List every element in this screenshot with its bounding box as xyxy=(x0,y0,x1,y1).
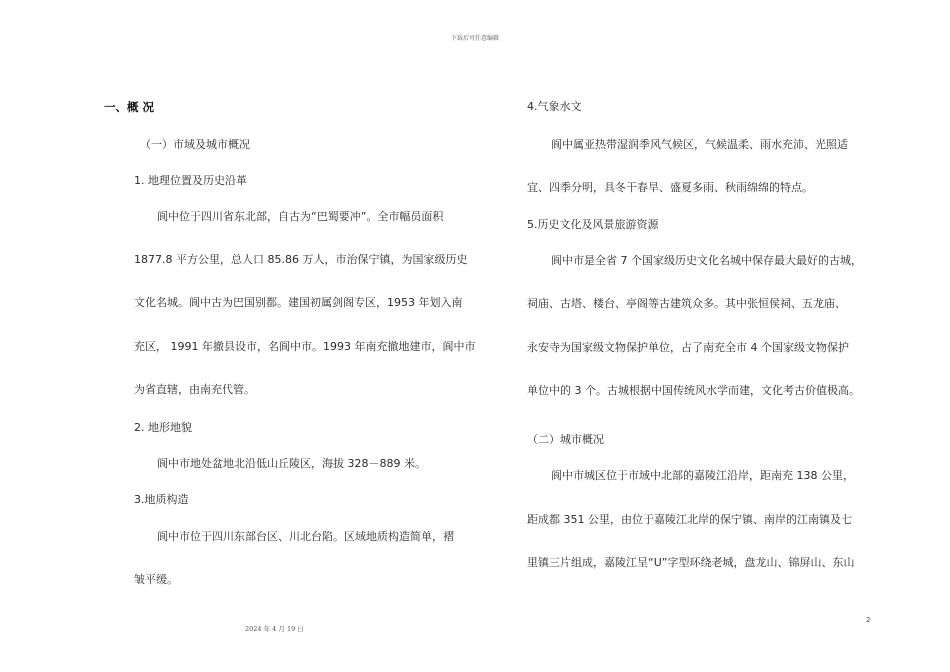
culture-heading: 5.历史文化及风景旅游资源 xyxy=(527,218,659,231)
paragraph-line: 阆中市城区位于市域中北部的嘉陵江沿岸，距南充 138 公里， xyxy=(551,469,854,482)
paragraph-line: 单位中的 3 个。古城根据中国传统风水学而建，文化考古价值极高。 xyxy=(527,384,860,397)
subsection-heading: （一）市域及城市概况 xyxy=(140,138,250,151)
paragraph-line: 祠庙、古塔、楼台、亭阁等古建筑众多。其中张恒侯祠、五龙庙、 xyxy=(527,297,846,310)
section-title: 一、概 况 xyxy=(104,100,155,114)
paragraph-line: 永安寺为国家级文物保护单位，占了南充全市 4 个国家级文物保护 xyxy=(527,341,849,354)
subsection-heading: （二）城市概况 xyxy=(527,433,604,446)
terrain-heading: 2. 地形地貌 xyxy=(134,421,192,434)
footer-date: 2024 年 4 月 19 日 xyxy=(245,625,304,633)
paragraph-line: 皱平缓。 xyxy=(134,573,178,586)
paragraph-line: 文化名城。阆中古为巴国别都。建国初属剑阁专区，1953 年划入南 xyxy=(134,296,463,309)
paragraph-line: 阆中市地处盆地北沿低山丘陵区，海拔 328－889 米。 xyxy=(157,457,426,470)
paragraph-line: 宜、四季分明，具冬干春旱、盛夏多雨、秋雨绵绵的特点。 xyxy=(527,181,813,194)
geology-heading: 3.地质构造 xyxy=(134,493,189,506)
paragraph-line: 阆中市是全省 7 个国家级历史文化名城中保存最大最好的古城， xyxy=(551,254,862,267)
paragraph-line: 里镇三片组成，嘉陵江呈“U”字型环绕老城，盘龙山、锦屏山、东山 xyxy=(527,556,855,569)
page-header: 下载后可任意编辑 xyxy=(450,35,499,42)
paragraph-line: 阆中位于四川省东北部，自古为“巴蜀要冲”。全市幅员面积 xyxy=(157,210,444,223)
paragraph-line: 为省直辖，由南充代管。 xyxy=(134,383,255,396)
page-number: 2 xyxy=(866,616,871,624)
geo-heading: 1. 地理位置及历史沿革 xyxy=(134,174,247,187)
paragraph-line: 距成都 351 公里，由位于嘉陵江北岸的保宁镇、南岸的江南镇及七 xyxy=(527,513,852,526)
paragraph-line: 充区， 1991 年撤县设市，名阆中市。1993 年南充撤地建市，阆中市 xyxy=(134,340,476,353)
paragraph-line: 阆中属亚热带湿润季风气候区，气候温柔、雨水充沛、光照适 xyxy=(551,138,848,151)
paragraph-line: 阆中市位于四川东部台区、川北台陷。区域地质构造简单，褶 xyxy=(157,530,454,543)
paragraph-line: 1877.8 平方公里，总人口 85.86 万人，市治保宁镇，为国家级历史 xyxy=(134,253,468,266)
climate-heading: 4.气象水文 xyxy=(527,100,582,113)
